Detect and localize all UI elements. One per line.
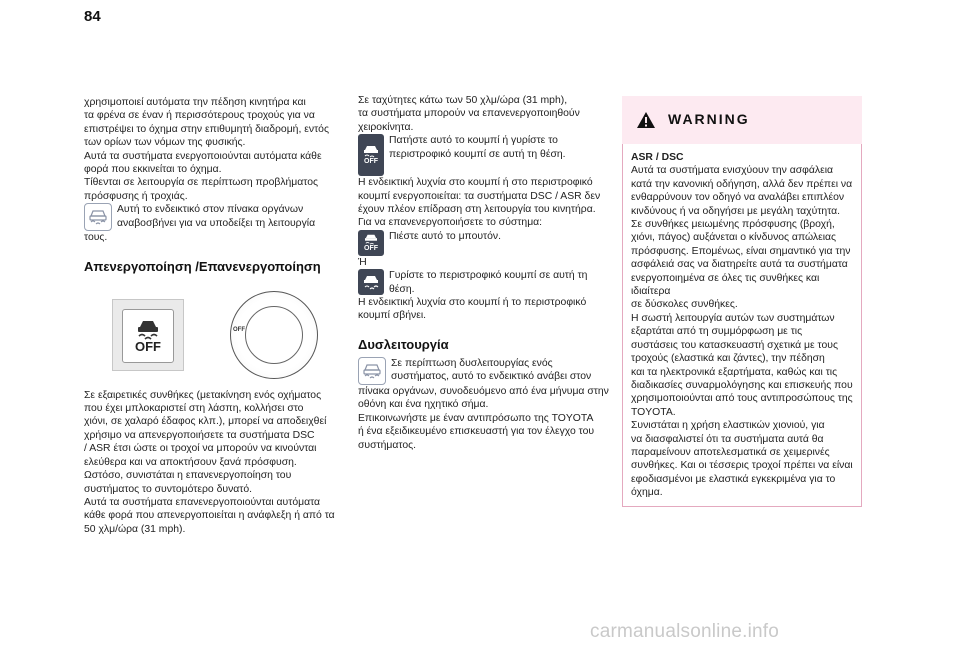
rotary-knob-illustration <box>230 291 318 379</box>
fault-line: Σε περίπτωση δυσλειτουργίας ενός <box>391 357 553 369</box>
warning-line: Σε συνθήκες μειωμένης πρόσφυσης (βροχή, <box>631 219 835 231</box>
warning-box <box>622 96 862 507</box>
fault-tail-line: πίνακα οργάνων, συνοδευόμενο από ένα μήνυμα στην <box>358 385 609 397</box>
warning-subtitle: ASR / DSC <box>631 152 684 163</box>
press-button-instruction <box>358 230 614 256</box>
traction-control-icon <box>358 357 386 385</box>
fault-line: συστήματος, αυτό το ενδεικτικό ανάβει στον <box>391 371 592 383</box>
warning-line: TOYOTA. <box>631 406 676 418</box>
intro-line: επιστρέψει το όχημα στην επιθυμητή διαδρομή, εντός <box>84 123 329 135</box>
body-line: 50 χλμ/ώρα (31 mph). <box>84 523 186 535</box>
intro-line: Τίθενται σε λειτουργία σε περίπτωση προβλήματος <box>84 177 319 189</box>
body-line: που έχει μπλοκαριστεί στη λάσπη, κολλήσει στο <box>84 403 304 415</box>
warning-line: κατά την κανονική οδήγηση, αλλά δεν πρέπει να <box>631 178 853 190</box>
section-heading: Δυσλειτουργία <box>358 336 449 352</box>
indicator-line: Αυτή το ενδεικτικό στον πίνακα οργάνων <box>117 204 304 216</box>
intro-line: τα φρένα σε έναν ή περισσότερους τροχούς για να <box>84 110 315 122</box>
warning-line: να διασφαλιστεί ότι τα συστήματα αυτά θα <box>631 433 824 445</box>
warning-line: διαδικασίες συναρμολόγησης και επισκευής που <box>631 379 853 391</box>
warning-line: κινδύνους ή να οδηγήσει με μεγάλη ταχύτητα. <box>631 205 841 217</box>
dsc-off-icon <box>358 230 384 256</box>
traction-control-icon <box>84 203 112 231</box>
fault-tail-line: ή ένα εξειδικευμένο επισκευαστή για τον έλεγχο του <box>358 426 595 438</box>
indicator-line: αναβοσβήνει για να υποδείξει τη λειτουργία <box>117 217 316 229</box>
icon-off-label: OFF <box>364 158 378 166</box>
warning-line: ασφάλειά σας να διατηρείτε αυτά τα συστήματα <box>631 259 848 271</box>
warning-line: και τα ηλεκτρονικά εξαρτήματα, καθώς και τις <box>631 366 838 378</box>
warning-line: χιόνι, πάγος) αυξάνεται ο κίνδυνος απώλειας <box>631 232 837 244</box>
body-line: Ωστόσο, συνιστάται η επανενεργοποίηση του <box>84 470 292 482</box>
body-line: συστήματος το συντομότερο δυνατό. <box>84 483 253 495</box>
dsc-off-icon <box>358 134 384 176</box>
icon-off-label: OFF <box>364 244 378 252</box>
turn-instruction <box>358 269 614 296</box>
body-line: κάθε φορά που απενεργοποιείται η ανάφλεξη ή από τα <box>84 510 335 522</box>
intro-line: πρόσφυσης ή τροχιάς. <box>84 190 188 202</box>
warning-line: ενθαρρύνουν τον οδηγό να αναλάβει επιπλέον <box>631 192 845 204</box>
warning-line: συστάσεις του κατασκευαστή σχετικά με τους <box>631 339 838 351</box>
page-number: 84 <box>84 8 101 25</box>
intro-line: τα συστήματα μπορούν να επανενεργοποιηθούν <box>358 108 580 120</box>
intro-line: χειροκίνητα. <box>358 121 414 133</box>
warning-line: σε δύσκολες συνθήκες. <box>631 299 738 311</box>
press-line: Πατήστε αυτό το κουμπί ή γυρίστε το <box>389 135 558 147</box>
indicator-note <box>84 203 350 231</box>
warning-content <box>622 144 862 507</box>
after-press-line: Για να επανενεργοποιήσετε το σύστημα: <box>358 217 543 229</box>
section-heading: Απενεργοποίηση /Επανενεργοποίηση <box>84 258 321 274</box>
warning-line: Η σωστή λειτουργία αυτών των συστημάτων <box>631 312 835 324</box>
warning-line: Αυτά τα συστήματα ενισχύουν την ασφάλεια <box>631 165 834 177</box>
warning-line: πρόσφυσης. Επομένως, είναι σημαντικό για την <box>631 245 851 257</box>
warning-line: όχημα. <box>631 487 663 499</box>
button-off-label: OFF <box>135 338 161 354</box>
intro-line: Σε ταχύτητες κάτω των 50 χλμ/ώρα (31 mph), <box>358 95 568 106</box>
after-turn-line: κουμπί σβήνει. <box>358 310 427 322</box>
after-press-line: Η ενδεικτική λυχνία στο κουμπί ή στο περιστροφικό <box>358 177 593 189</box>
fault-tail-line: οθόνη και ένα ηχητικό σήμα. <box>358 399 489 411</box>
after-press-line: έχουν πλέον επίδραση στη λειτουργία του κινητήρα. <box>358 204 596 216</box>
intro-line: των ορίων των νόμων της φυσικής. <box>84 137 246 149</box>
warning-line: χρησιμοποιούνται από τους αντιπροσώπους της <box>631 393 853 405</box>
warning-line: ενεργοποιημένα σε όλες τις συνθήκες και ιδιαίτερα <box>631 272 820 298</box>
body-line: χιόνι, σε χαλαρό έδαφος κλπ.), μπορεί να αποδειχθεί <box>84 416 327 428</box>
car-skid-icon <box>135 318 161 340</box>
turn-line: Γυρίστε το περιστροφικό κουμπί σε αυτή τη <box>389 270 588 282</box>
warning-line: παραμείνουν αποτελεσματικά σε χειμερινές <box>631 446 830 458</box>
after-press-line: κουμπί ενεργοποιείται: τα συστήματα DSC / ASR δεν <box>358 190 601 202</box>
warning-header <box>622 96 862 144</box>
watermark: carmanualsonline.info <box>590 621 780 642</box>
warning-triangle-icon <box>636 111 656 129</box>
fault-tail-line: συστήματος. <box>358 439 417 451</box>
or-label: Ή <box>358 256 367 268</box>
warning-line: εξαρτάται από τη συμμόρφωση με τις <box>631 326 803 338</box>
dsc-off-button-illustration <box>112 299 184 371</box>
column-left <box>84 96 350 536</box>
press-button-line: Πιέστε αυτό το μπουτόν. <box>389 230 501 242</box>
press-instruction <box>358 134 614 176</box>
warning-line: Συνιστάται η χρήση ελαστικών χιονιού, για <box>631 420 825 432</box>
body-line: Σε εξαιρετικές συνθήκες (μετακίνηση ενός οχήματος <box>84 389 322 401</box>
turn-line: θέση. <box>389 283 415 295</box>
car-skid-icon <box>358 269 384 295</box>
press-line: περιστροφικό κουμπί σε αυτή τη θέση. <box>389 148 566 160</box>
fault-tail-line: Επικοινωνήστε με έναν αντιπρόσωπο της TOYOTA <box>358 412 594 424</box>
fault-note <box>358 357 614 385</box>
body-line: χρήσιμο να απενεργοποιήσετε τα συστήματα DSC <box>84 429 315 441</box>
intro-line: Αυτά τα συστήματα ενεργοποιούνται αυτόματα κάθε <box>84 150 322 162</box>
warning-line: τροχούς (ελαστικά και ζάντες), την πέδηση <box>631 353 825 365</box>
warning-line: συνθήκες. Και οι τέσσερις τροχοί πρέπει να είναι <box>631 460 853 472</box>
intro-line: φορά που εκκινείται το όχημα. <box>84 164 222 176</box>
indicator-tail: τους. <box>84 232 108 244</box>
intro-line: χρησιμοποιεί αυτόματα την πέδηση κινητήρα και <box>84 97 306 108</box>
warning-title: WARNING <box>668 111 750 128</box>
body-line: / ASR έτσι ώστε οι τροχοί να μπορούν να κινούνται <box>84 443 317 455</box>
body-line: Αυτά τα συστήματα επανενεργοποιούνται αυτόματα <box>84 496 321 508</box>
controls-illustration <box>84 291 350 377</box>
warning-line: εφοδιασμένοι με ελαστικά εγκεκριμένα για το <box>631 473 836 485</box>
knob-off-label: OFF <box>233 326 245 333</box>
column-middle <box>358 94 614 452</box>
body-line: ελεύθερα και να αποκτήσουν ξανά πρόσφυση. <box>84 456 297 468</box>
after-turn-line: Η ενδεικτική λυχνία στο κουμπί ή το περιστροφικό <box>358 297 587 309</box>
